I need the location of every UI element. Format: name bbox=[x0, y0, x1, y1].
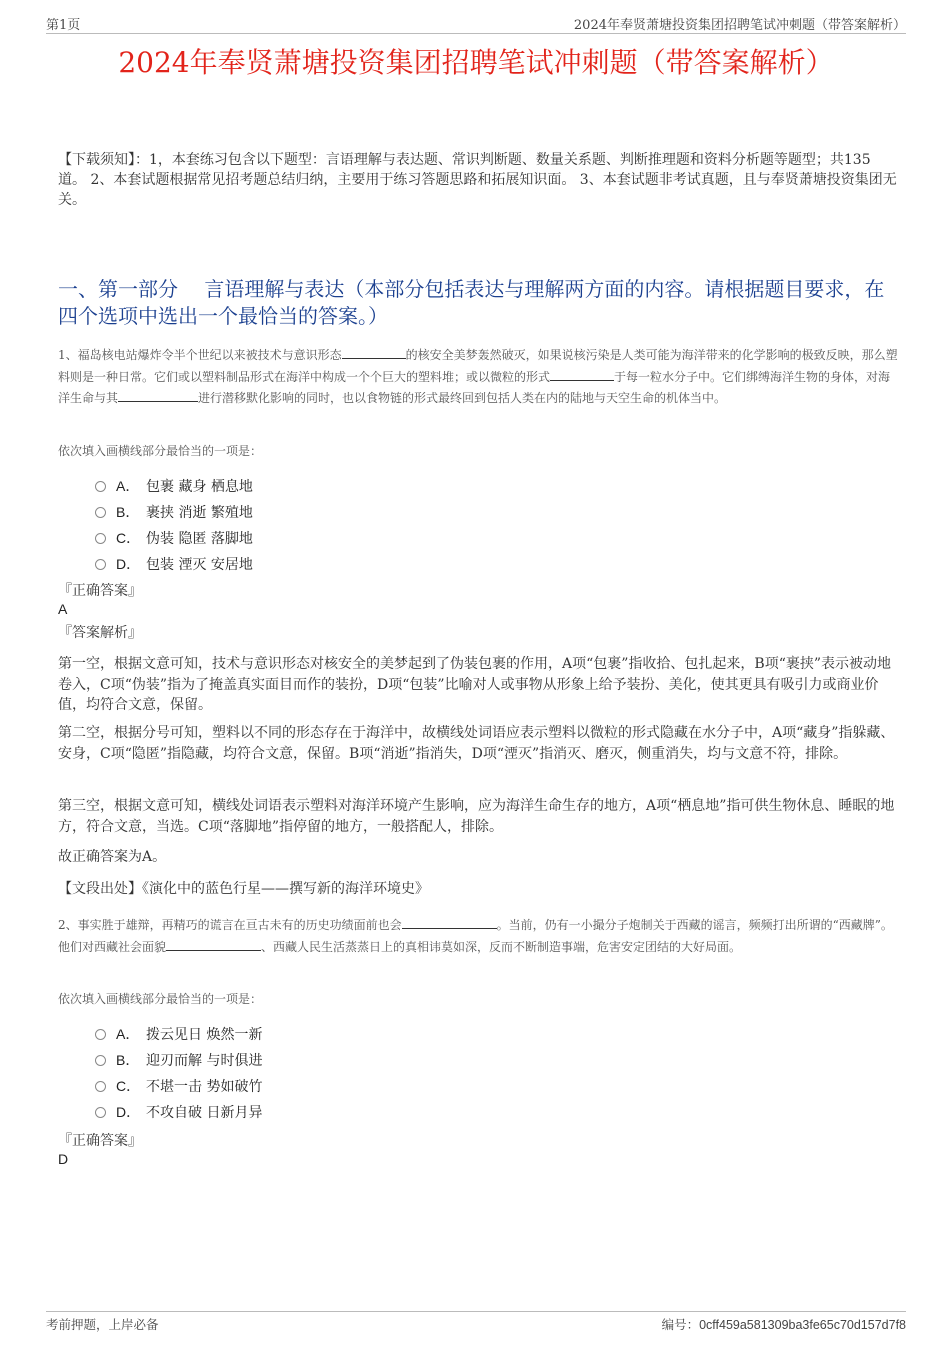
radio-icon[interactable] bbox=[95, 1029, 106, 1040]
radio-icon[interactable] bbox=[95, 533, 106, 544]
question-2-part-c: 、西藏人民生活蒸蒸日上的真相讳莫如深，反而不断制造事端，危害安定团结的大好局面。 bbox=[261, 939, 742, 954]
header-divider bbox=[46, 33, 906, 34]
correct-answer-label: 『正确答案』 bbox=[58, 1133, 142, 1149]
question-1-part-b: 的核安全美梦轰然破灭，如果说核污染是人类可能为海洋带来的化学影响的极致反映，那么塑料则是一种日常。它们或以塑料制品形式在海洋中构成一个个巨大的塑料堆；或以微粒的形式 bbox=[58, 348, 898, 384]
option-b[interactable]: B． 裹挟 消逝 繁殖地 bbox=[95, 499, 253, 525]
footer-code-label: 编号： bbox=[661, 1317, 700, 1332]
blank-2 bbox=[550, 368, 614, 381]
radio-icon[interactable] bbox=[95, 481, 106, 492]
question-2-text bbox=[58, 915, 900, 958]
option-b[interactable]: B． 迎刃而解 与时俱进 bbox=[95, 1047, 262, 1073]
question-1-text bbox=[58, 345, 900, 410]
question-1-part-a: 1、福岛核电站爆炸令半个世纪以来被技术与意识形态 bbox=[58, 348, 342, 362]
question-1-part-d: 进行潜移默化影响的同时，也以食物链的形式最终回到包括人类在内的陆地与天空生命的机体当中。 bbox=[198, 391, 727, 405]
section-title: 一、第一部分 言语理解与表达（本部分包括表达与理解两方面的内容。请根据题目要求，在四个选项中选出一个最恰当的答案。） bbox=[58, 277, 885, 328]
option-d[interactable]: D． 不攻自破 日新月异 bbox=[95, 1099, 262, 1125]
correct-answer: A bbox=[58, 601, 68, 617]
radio-icon[interactable] bbox=[95, 507, 106, 518]
blank-3 bbox=[118, 389, 198, 402]
analysis-label: 『答案解析』 bbox=[58, 625, 142, 641]
blank-1 bbox=[402, 916, 497, 929]
analysis-conclusion: 故正确答案为A。 bbox=[58, 849, 167, 865]
question-2-part-a: 2、事实胜于雄辩，再精巧的谎言在亘古未有的历史功绩面前也会 bbox=[58, 918, 402, 932]
option-a[interactable]: A． 包裹 藏身 栖息地 bbox=[95, 473, 253, 499]
footer-code-value: 0cff459a581309ba3fe65c70d157d7f8 bbox=[699, 1318, 906, 1332]
option-a[interactable]: A． 拨云见日 焕然一新 bbox=[95, 1021, 262, 1047]
header-doc-title: 2024年奉贤萧塘投资集团招聘笔试冲刺题（带答案解析） bbox=[573, 18, 906, 33]
question-2-prompt: 依次填入画横线部分最恰当的一项是： bbox=[58, 992, 263, 1006]
analysis-paragraph-3: 第三空，根据文意可知，横线处词语表示塑料对海洋环境产生影响，应为海洋生命生存的地方，A项“栖息地”指可供生物休息、睡眠的地方，符合文意，当选。C项“落脚地”指停留的地方，一般搭配人，排除。 bbox=[58, 798, 895, 835]
question-2-part-b: 。当前，仍有一小撮分子炮制关于西藏的谣言，频频打出所谓的“西藏牌”。他们对西藏社会面貌 bbox=[58, 918, 893, 954]
option-c[interactable]: C． 伪装 隐匿 落脚地 bbox=[95, 525, 253, 551]
question-1-options bbox=[95, 473, 253, 577]
radio-icon[interactable] bbox=[95, 1107, 106, 1118]
question-2-options bbox=[95, 1021, 262, 1125]
blank-2 bbox=[166, 938, 261, 951]
option-c[interactable]: C． 不堪一击 势如破竹 bbox=[95, 1073, 262, 1099]
correct-answer-label: 『正确答案』 bbox=[58, 583, 142, 599]
radio-icon[interactable] bbox=[95, 1055, 106, 1066]
analysis-paragraph-1: 第一空，根据文意可知，技术与意识形态对核安全的美梦起到了伪装包裹的作用，A项“包裹”指收拾、包扎起来，B项“裹挟”表示被动地卷入，C项“伪装”指为了掩盖真实面目而作的装扮，D项“包装”比喻对人或事物从形象上给予装扮、美化，使其更具有吸引力或商业价值，均符合文意，保留。 bbox=[58, 656, 892, 713]
footer-slogan: 考前押题，上岸必备 bbox=[46, 1317, 159, 1332]
footer-divider bbox=[46, 1311, 906, 1312]
option-d[interactable]: D． 包装 湮灭 安居地 bbox=[95, 551, 253, 577]
footer-code bbox=[662, 1315, 906, 1333]
header-page-number: 第1页 bbox=[46, 18, 81, 33]
question-1-part-c: 于每一粒水分子中。它们绑缚海洋生物的身体，对海洋生命与其 bbox=[58, 369, 891, 405]
download-notice: 【下载须知】：1，本套练习包含以下题型：言语理解与表达题、常识判断题、数量关系题、判断推理题和资料分析题等题型；共135道。 2、本套试题根据常见招考题总结归纳，主要用于练习答题思路和拓展知识面。 3、本套试题非考试真题，且与奉贤萧塘投资集团无关。 bbox=[58, 152, 897, 208]
correct-answer: D bbox=[58, 1151, 69, 1167]
document-title: 2024年奉贤萧塘投资集团招聘笔试冲刺题（带答案解析） bbox=[118, 46, 834, 79]
radio-icon[interactable] bbox=[95, 559, 106, 570]
question-1-prompt: 依次填入画横线部分最恰当的一项是： bbox=[58, 444, 263, 458]
text-source: 【文段出处】《演化中的蓝色行星——撰写新的海洋环境史》 bbox=[58, 881, 429, 897]
analysis-paragraph-2: 第二空，根据分号可知，塑料以不同的形态存在于海洋中，故横线处词语应表示塑料以微粒的形式隐藏在水分子中，A项“藏身”指躲藏、安身，C项“隐匿”指隐藏，均符合文意，保留。B项“消逝”指消失，D项“湮灭”指消灭、磨灭，侧重消失，均与文意不符，排除。 bbox=[58, 725, 895, 762]
radio-icon[interactable] bbox=[95, 1081, 106, 1092]
blank-1 bbox=[342, 346, 406, 359]
